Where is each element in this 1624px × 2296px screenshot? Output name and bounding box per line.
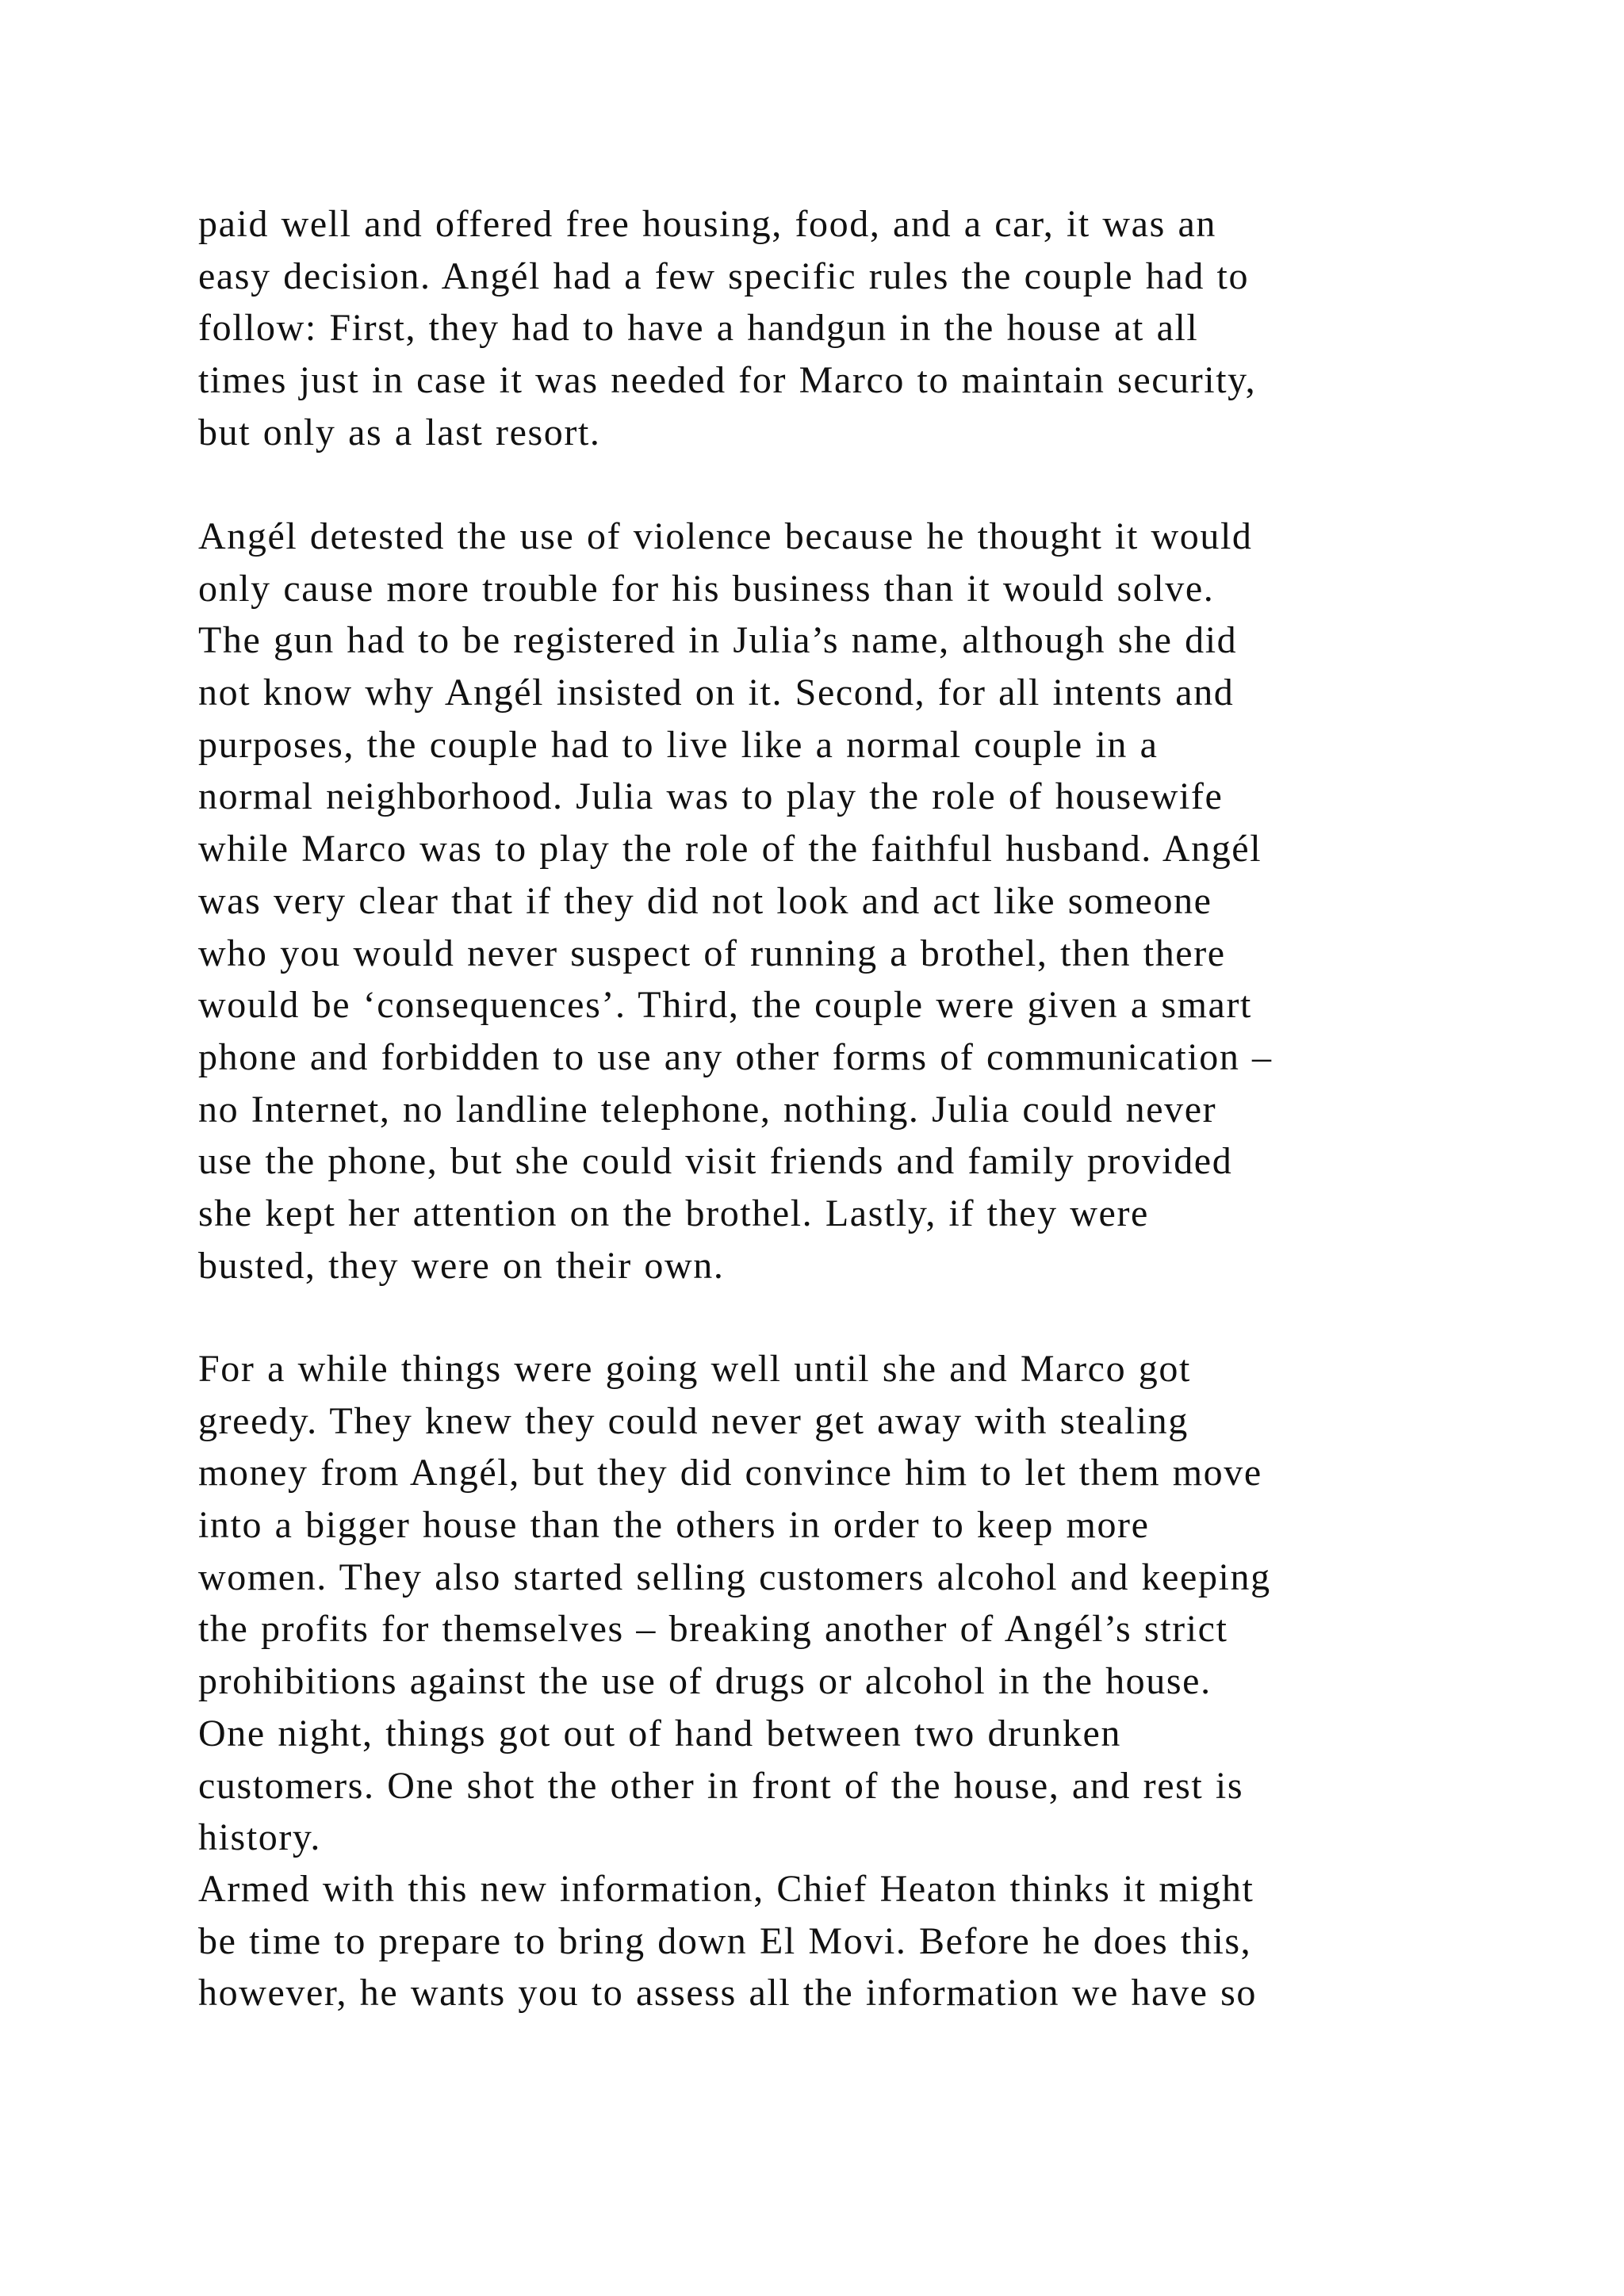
paragraph — [198, 1343, 1467, 1864]
text-line: the profits for themselves – breaking another of Angél’s strict — [198, 1608, 1228, 1651]
text-line: not know why Angél insisted on it. Second, for all intents and — [198, 672, 1235, 714]
text-line: easy decision. Angél had a few specific rules the couple had to — [198, 254, 1250, 297]
text-line: The gun had to be registered in Julia’s name, although she did — [198, 619, 1238, 662]
paragraph — [198, 198, 1467, 458]
text-line: no Internet, no landline telephone, nothing. Julia could never — [198, 1088, 1217, 1131]
text-line: but only as a last resort. — [198, 411, 601, 453]
text-line: was very clear that if they did not look and act like someone — [198, 879, 1212, 922]
text-line: follow: First, they had to have a handgun in the house at all — [198, 307, 1199, 350]
text-line: while Marco was to play the role of the faithful husband. Angél — [198, 828, 1262, 871]
text-line: use the phone, but she could visit friends and family provided — [198, 1140, 1233, 1183]
text-line: women. They also started selling customers alcohol and keeping — [198, 1556, 1271, 1598]
text-line: Angél detested the use of violence because he thought it would — [198, 515, 1253, 557]
text-line: For a while things were going well until she and Marco got — [198, 1348, 1191, 1390]
text-line: only cause more trouble for his business than it would solve. — [198, 567, 1215, 610]
text-line: One night, things got out of hand between two drunken — [198, 1712, 1121, 1755]
text-line: who you would never suspect of running a brothel, then there — [198, 932, 1226, 974]
text-line: busted, they were on their own. — [198, 1244, 725, 1287]
text-line: money from Angél, but they did convince him to let them move — [198, 1452, 1262, 1494]
text-line: customers. One shot the other in front of the house, and rest is — [198, 1764, 1244, 1807]
text-line: phone and forbidden to use any other forms of communication – — [198, 1035, 1273, 1078]
text-line: however, he wants you to assess all the information we have so — [198, 1972, 1257, 2015]
paragraph — [198, 1863, 1467, 2019]
text-line: purposes, the couple had to live like a normal couple in a — [198, 723, 1159, 766]
text-line: times just in case it was needed for Marco to maintain security, — [198, 359, 1257, 402]
text-line: greedy. They knew they could never get away with stealing — [198, 1399, 1189, 1442]
text-line: prohibitions against the use of drugs or alcohol in the house. — [198, 1660, 1212, 1703]
text-line: be time to prepare to bring down El Movi. Before he does this, — [198, 1919, 1252, 1962]
paragraph — [198, 511, 1467, 1292]
text-line: into a bigger house than the others in order to keep more — [198, 1504, 1150, 1547]
text-line: history. — [198, 1816, 322, 1859]
text-line: Armed with this new information, Chief Heaton thinks it might — [198, 1868, 1254, 1910]
text-line: normal neighborhood. Julia was to play the role of housewife — [198, 775, 1224, 818]
text-line: she kept her attention on the brothel. Lastly, if they were — [198, 1192, 1149, 1234]
text-line: paid well and offered free housing, food, and a car, it was an — [198, 203, 1216, 245]
text-line: would be ‘consequences’. Third, the couple were given a smart — [198, 984, 1252, 1027]
